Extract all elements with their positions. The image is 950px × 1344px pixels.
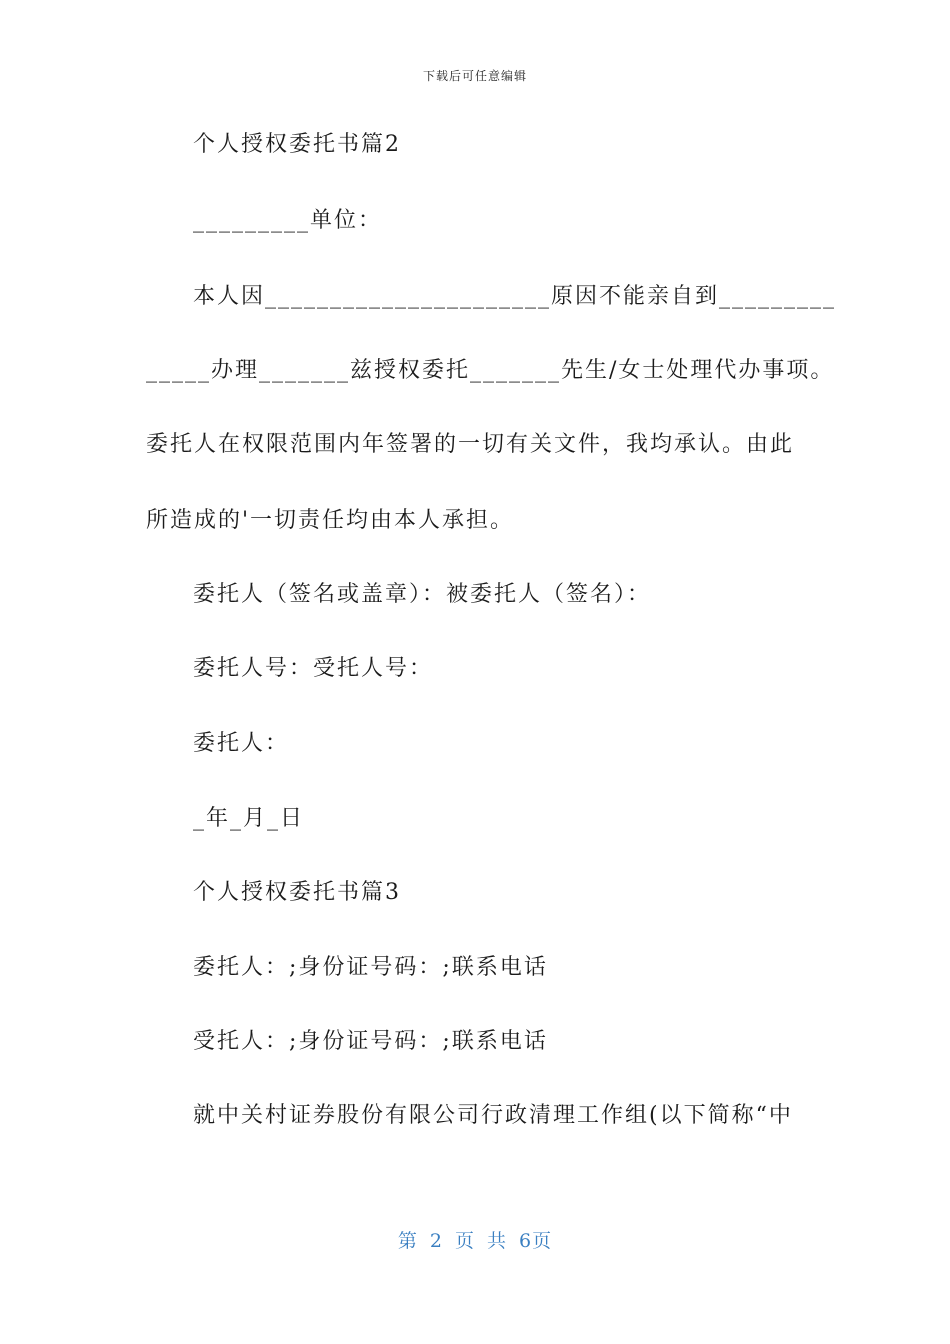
body-paragraph-line-4: 所造成的'一切责任均由本人承担。	[146, 508, 515, 533]
footer-label-gong: 共	[487, 1230, 508, 1252]
agent-info-line: 受托人：;身份证号码：;联系电话	[193, 1029, 548, 1054]
footer-label-di: 第	[397, 1230, 418, 1252]
header-note: 下载后可任意编辑	[422, 69, 527, 83]
principal-line: 委托人：	[193, 731, 290, 756]
signature-line: 委托人（签名或盖章）：被委托人（签名）：	[193, 582, 652, 607]
footer-page-number: 2	[429, 1230, 443, 1252]
section-heading-3: 个人授权委托书篇3	[193, 880, 401, 905]
body-paragraph-line-5: 就中关村证券股份有限公司行政清理工作组(以下简称“中	[193, 1103, 793, 1128]
body-paragraph-line-2: _____办理_______兹授权委托_______先生/女士处理代办事项。	[146, 358, 835, 383]
id-number-line: 委托人号：受托人号：	[193, 656, 434, 681]
date-line: _年_月_日	[193, 806, 305, 831]
section-heading-2: 个人授权委托书篇2	[193, 132, 401, 157]
unit-line: _________单位：	[193, 208, 383, 233]
body-paragraph-line-1: 本人因______________________原因不能亲自到_________	[193, 284, 837, 309]
page-footer	[0, 1226, 950, 1253]
footer-label-ye: 页	[454, 1230, 475, 1252]
body-paragraph-line-3: 委托人在权限范围内年签署的一切有关文件，我均承认。由此	[146, 432, 795, 457]
footer-total-pages: 6页	[519, 1230, 553, 1252]
principal-info-line: 委托人：;身份证号码：;联系电话	[193, 955, 548, 980]
